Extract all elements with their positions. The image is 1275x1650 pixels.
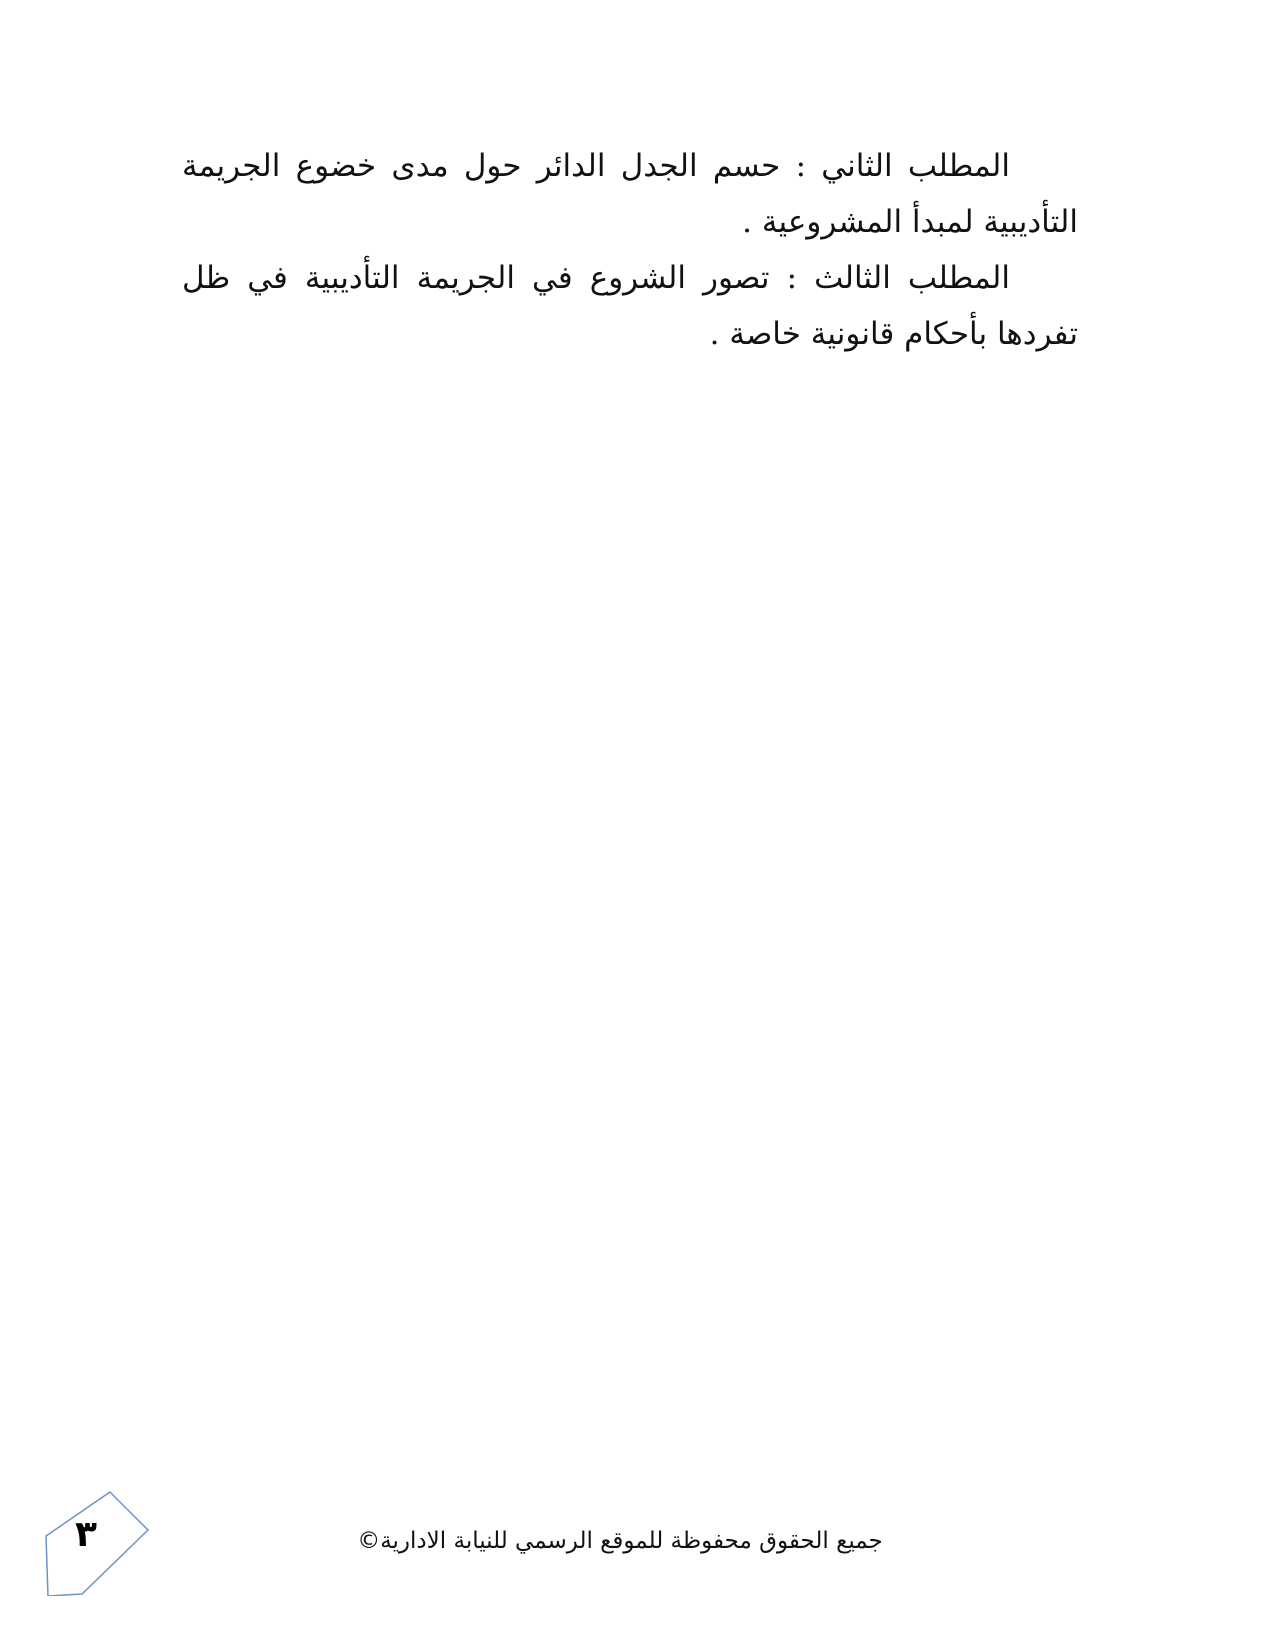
- paragraph-section-2: المطلب الثاني : حسم الجدل الدائر حول مدى خضوع الجريمة التأديبية لمبدأ المشروعية .: [182, 148, 1078, 240]
- footer-copyright: جميع الحقوق محفوظة للموقع الرسمي للنيابة الادارية©: [357, 1528, 883, 1554]
- document-body: [182, 138, 1078, 362]
- page-number: ٣: [75, 1514, 97, 1555]
- page-number-badge: [44, 1490, 150, 1596]
- paragraph-section-3: المطلب الثالث : تصور الشروع في الجريمة التأديبية في ظل تفردها بأحكام قانونية خاصة .: [182, 260, 1078, 352]
